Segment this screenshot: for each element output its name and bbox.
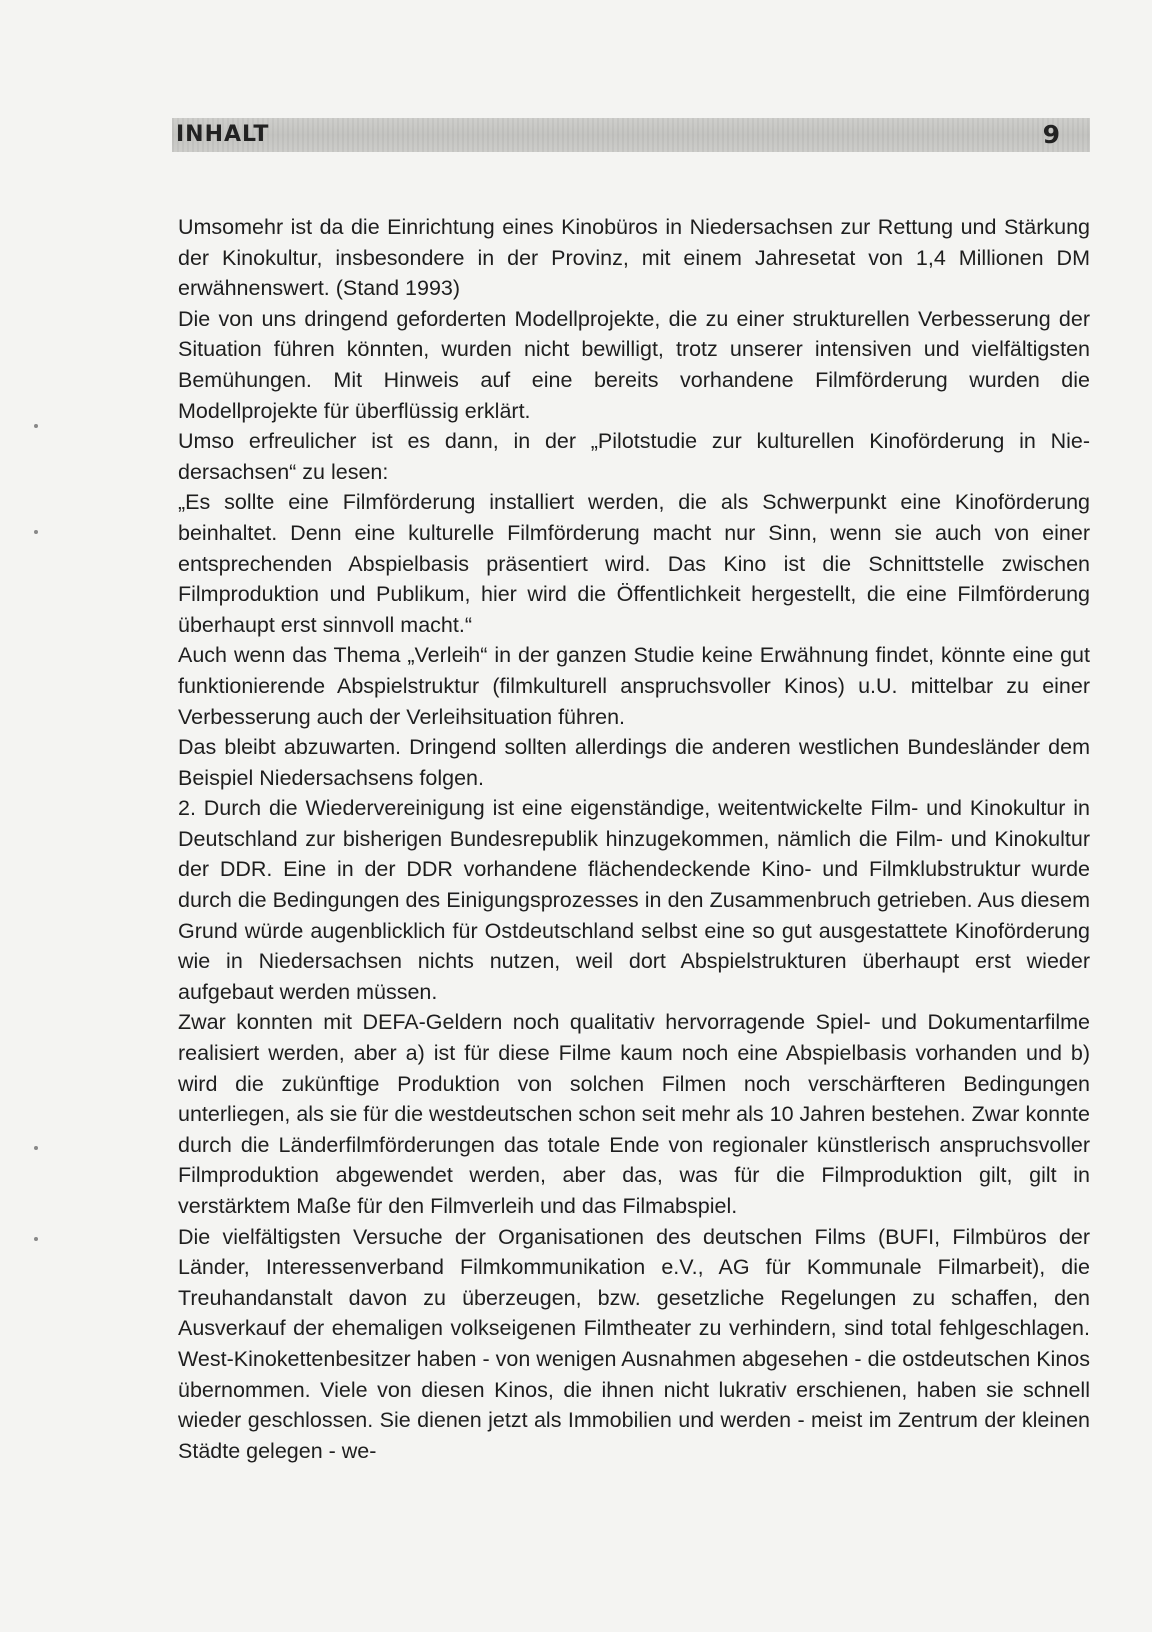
paragraph: Die von uns dringend geforderten Modellprojekte, die zu einer strukturellen Verbesserung der Situation führen könnten, wurden nicht bewilligt, trotz unserer intensiven und vielfältigsten Bemühungen. Mit Hinweis auf eine bereits vorhandene Filmförderung wurden die Modellprojekte für überflüssig erklärt.: [178, 306, 1090, 423]
scan-speck: [34, 530, 38, 534]
body-text: [178, 212, 1090, 1466]
paragraph: Zwar konnten mit DEFA-Geldern noch qualitativ hervorragende Spiel- und Dokumentarfilme realisiert werden, aber a) ist für diese Filme kaum noch eine Abspielbasis vorhanden und b) wird die zukünftige Produktion von solchen Filmen noch verschärfteren Bedingungen unterliegen, als sie für die westdeutschen schon seit mehr als 10 Jahren bestehen. Zwar konnte durch die Länderfilmförderungen das totale Ende von regionaler künstlerisch anspruchsvoller Filmproduktion abgewendet werden, aber das, was für die Filmproduktion gilt, gilt in verstärktem Maße für den Filmverleih und das Filmabspiel.: [178, 1010, 1090, 1218]
paragraph: Umso erfreulicher ist es dann, in der „Pilotstudie zur kulturellen Kinoförderung in Niedersachsen“ zu lesen:: [178, 429, 1090, 484]
paragraph: 2. Durch die Wiedervereinigung ist eine eigenständige, weitentwickelte Film- und Kinokultur in Deutschland zur bisherigen Bundesrepublik hinzugekommen, nämlich die Film- und Kinokultur der DDR. Eine in der DDR vorhandene flächendeckende Kino- und Filmklubstruktur wurde durch die Bedingungen des Einigungsprozesses in den Zusammenbruch getrieben. Aus diesem Grund würde augenblicklich für Ostdeutschland selbst eine so gut ausgestattete Kinoförderung wie in Niedersachsen nichts nutzen, weil dort Abspielstrukturen überhaupt erst wieder aufgebaut werden müssen.: [178, 796, 1090, 1004]
scan-speck: [34, 424, 38, 428]
section-title: INHALT: [176, 122, 270, 147]
quote-paragraph: „Es sollte eine Filmförderung installiert werden, die als Schwerpunkt eine Kinoförderung beinhaltet. Denn eine kulturelle Filmförderung macht nur Sinn, wenn sie auch von einer entsprechenden Abspielbasis präsentiert wird. Das Kino ist die Schnittstelle zwischen Filmproduktion und Publikum, hier wird die Öffentlichkeit hergestellt, die eine Filmförderung überhaupt erst sinnvoll macht.“: [178, 490, 1090, 637]
paragraph: Auch wenn das Thema „Verleih“ in der ganzen Studie keine Erwähnung findet, könnte eine gut funktionierende Abspielstruktur (filmkulturell anspruchsvoller Kinos) u.U. mittelbar zu einer Verbesserung auch der Verleihsituation führen.: [178, 643, 1090, 729]
paragraph: Die vielfältigsten Versuche der Organisationen des deutschen Films (BUFI, Filmbüros der Länder, Interessenverband Filmkommunikation e.V., AG für Kommunale Filmarbeit), die Treuhandanstalt davon zu überzeugen, bzw. gesetzliche Regelungen zu schaffen, den Ausverkauf der ehemaligen volkseigenen Filmtheater zu verhindern, sind total fehlgeschlagen. West-Kinokettenbesitzer haben - von wenigen Ausnahmen abgesehen - die ostdeutschen Kinos übernommen. Viele von diesen Kinos, die ihnen nicht lukrativ erschienen, haben sie schnell wieder geschlossen. Sie dienen jetzt als Immobilien und werden - meist im Zentrum der kleinen Städte gelegen - we-: [178, 1224, 1090, 1463]
page-number: 9: [1042, 120, 1060, 149]
scan-speck: [34, 1237, 38, 1241]
paragraph: Umsomehr ist da die Einrichtung eines Kinobüros in Niedersachsen zur Rettung und Stärkung der Kinokultur, insbesondere in der Provinz, mit einem Jahresetat von 1,4 Millionen DM erwähnenswert. (Stand 1993): [178, 215, 1090, 301]
page-header: [172, 118, 1090, 152]
paragraph: Das bleibt abzuwarten. Dringend sollten allerdings die anderen westlichen Bundesländer dem Beispiel Niedersachsens folgen.: [178, 735, 1090, 790]
scan-speck: [34, 1146, 38, 1150]
